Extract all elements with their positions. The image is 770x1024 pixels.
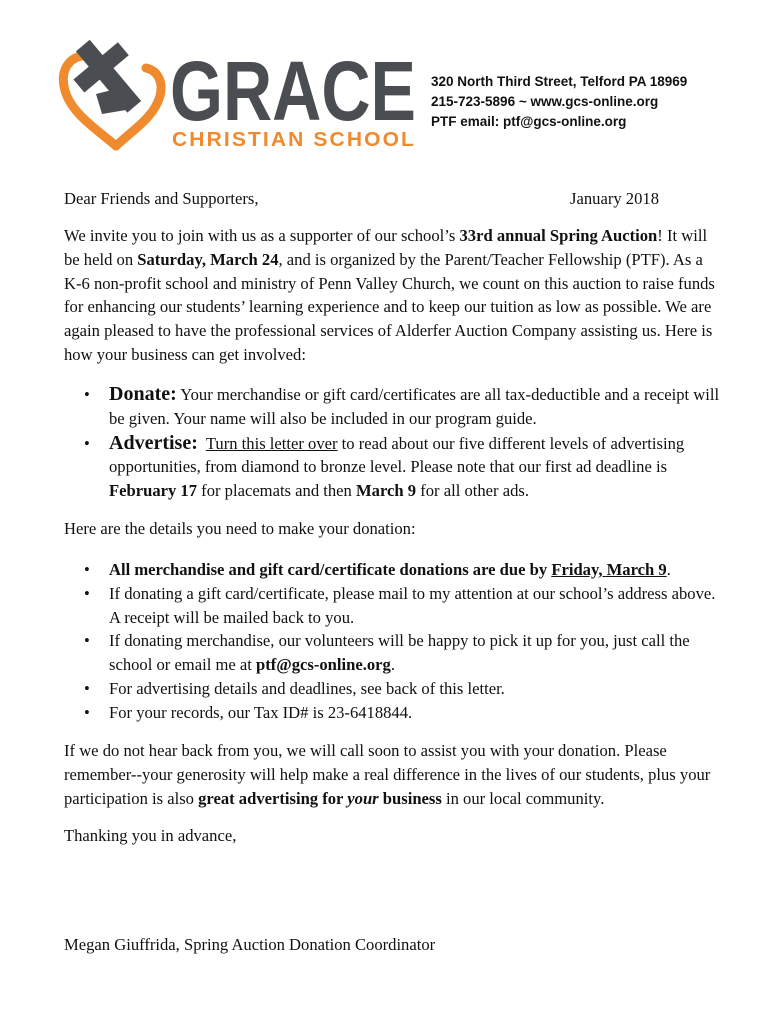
auction-date: Saturday, March 24 [137,249,279,269]
merchandise-text: If donating merchandise, our volunteers will be happy to pick it up for you, just call the school or email me at [109,631,690,675]
due-date-text: All merchandise and gift card/certificate donations are due by [109,560,552,579]
deadline-placemats: February 17 [109,481,198,501]
logo-main-text: GRACE [170,44,416,138]
bullet: • [84,385,90,404]
intro-text: We invite you to join with us as a supporter of our school’s [64,226,460,245]
involvement-list [64,383,724,504]
address-line: 320 North Third Street, Telford PA 18969 [431,74,688,89]
list-item [64,383,724,431]
closing-line: Thanking you in advance, [64,826,237,845]
donate-text: Your merchandise or gift card/certificates are all tax-deductible and a receipt will be given. Your name will also be included in our program guide. [109,385,720,428]
advertising-details-text: For advertising details and deadlines, see back of this letter. [109,678,505,698]
closing-text: in our local community. [441,788,605,808]
bullet: • [84,678,90,698]
gift-card-text: If donating a gift card/certificate, please mail to my attention at our school’s address above. A receipt will be mailed back to you. [109,583,716,627]
list-item [64,677,724,701]
bullet: • [84,702,90,722]
letter-date: January 2018 [570,189,659,208]
turn-letter-over-text: Turn this letter over [205,433,338,453]
signature: Megan Giuffrida, Spring Auction Donation Coordinator [64,935,436,954]
logo-sub-text: CHRISTIAN SCHOOL [172,129,416,151]
list-item [64,701,724,725]
bullet: • [84,583,90,603]
list-item [64,432,724,503]
advertise-text: for all other ads. [416,481,529,501]
auction-name: 33rd annual Spring Auction [459,226,658,245]
list-item [64,629,724,677]
list-item [64,558,724,582]
donate-label: Donate: [109,383,177,405]
list-item [64,582,724,630]
deadline-ads: March 9 [356,481,417,501]
details-intro: Here are the details you need to make your donation: [64,519,416,538]
due-date: Friday, March 9 [551,560,667,579]
ptf-email: ptf@gcs-online.org [256,655,391,675]
phone-web-line: 215-723-5896 ~ www.gcs-online.org [431,94,659,109]
closing-text: If we do not hear back from you, we will call soon to assist you with your donation. Please remember--your generosity will help make a real difference in the lives of our students, plus your participation is also [64,741,711,808]
salutation: Dear Friends and Supporters, [64,189,259,208]
advertise-text: for placemats and then [197,481,356,501]
salutation-row [64,189,659,209]
grace-logo-graphic [58,34,423,154]
intro-text: ! It will be held on [64,226,708,269]
donation-details-list [64,558,724,725]
bullet: • [84,631,90,651]
contact-block [431,72,687,132]
intro-paragraph [64,224,724,367]
school-logo [58,34,423,154]
emphasis-text: your [347,788,379,808]
bullet: • [84,560,90,579]
bold-text: great advertising for [198,788,348,808]
advertise-label: Advertise: [109,431,198,454]
advertise-text: to read about our five different levels of advertising opportunities, from diamond to bronze level. Please note that our first ad deadline is [109,433,685,477]
period: . [666,560,671,579]
closing-paragraph [64,739,724,810]
period: . [390,655,395,675]
intro-text: , and is organized by the Parent/Teacher Fellowship (PTF). As a K-6 non-profit school and ministry of Penn Valley Church, we count on this auction to raise funds for enhancing our students’ learning experience and to keep our tuition as low as possible. We are again pleased to have the professional services of Alderfer Auction Company assisting us. Here is how your business can get involved: [64,249,715,364]
tax-id-text: For your records, our Tax ID# is 23-6418844. [109,702,413,722]
ptf-email-line: PTF email: ptf@gcs-online.org [431,114,627,129]
bullet: • [84,433,90,453]
bold-text: business [378,788,442,808]
